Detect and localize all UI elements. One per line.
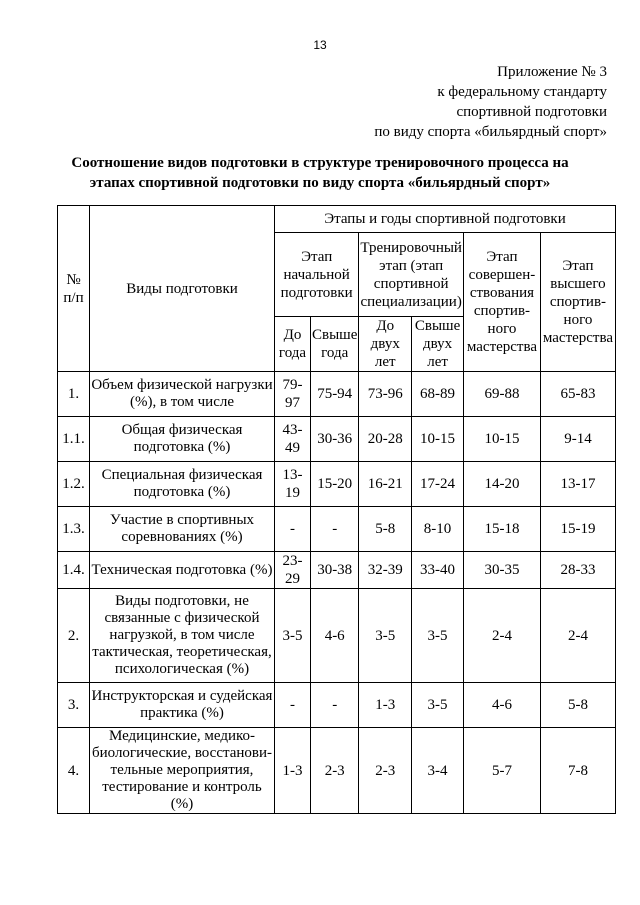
header-initial-stage: Этап начальной подготовки: [275, 233, 359, 317]
value-cell: 2-4: [463, 589, 540, 683]
value-cell: 16-21: [359, 462, 412, 507]
value-cell: 8-10: [412, 507, 464, 552]
value-cell: 3-5: [412, 683, 464, 728]
value-cell: 30-36: [311, 417, 359, 462]
row-num: 2.: [58, 589, 90, 683]
value-cell: 1-3: [359, 683, 412, 728]
row-num: 1.2.: [58, 462, 90, 507]
value-cell: 2-3: [311, 728, 359, 814]
value-cell: 5-7: [463, 728, 540, 814]
value-cell: 65-83: [540, 372, 615, 417]
row-name: Инструкторская и судейская практика (%): [90, 683, 275, 728]
value-cell: 68-89: [412, 372, 464, 417]
document-title: [60, 153, 580, 193]
header-initial-year-1: До года: [275, 317, 311, 372]
preparation-ratio-table: [57, 205, 616, 814]
row-name: Участие в спортивных соревнованиях (%): [90, 507, 275, 552]
appendix-line-2: к федеральному стандарту: [437, 84, 607, 100]
value-cell: -: [311, 507, 359, 552]
value-cell: 73-96: [359, 372, 412, 417]
value-cell: 4-6: [463, 683, 540, 728]
header-type: Виды подготовки: [90, 206, 275, 372]
header-excellence-stage: Этап высшего спортив-ного мастерства: [540, 233, 615, 372]
header-num: № п/п: [58, 206, 90, 372]
value-cell: 43-49: [275, 417, 311, 462]
value-cell: -: [311, 683, 359, 728]
header-initial-year-2: Свыше года: [311, 317, 359, 372]
value-cell: 10-15: [463, 417, 540, 462]
value-cell: 13-17: [540, 462, 615, 507]
value-cell: -: [275, 507, 311, 552]
value-cell: 30-38: [311, 552, 359, 589]
row-num: 1.: [58, 372, 90, 417]
value-cell: 1-3: [275, 728, 311, 814]
value-cell: 5-8: [540, 683, 615, 728]
value-cell: 4-6: [311, 589, 359, 683]
value-cell: 14-20: [463, 462, 540, 507]
value-cell: 15-20: [311, 462, 359, 507]
value-cell: -: [275, 683, 311, 728]
table-row: [58, 552, 616, 589]
header-stages: Этапы и годы спортивной подготовки: [275, 206, 616, 233]
table-body: [58, 372, 616, 814]
value-cell: 69-88: [463, 372, 540, 417]
table-row: [58, 417, 616, 462]
row-num: 1.1.: [58, 417, 90, 462]
value-cell: 3-5: [359, 589, 412, 683]
value-cell: 3-5: [412, 589, 464, 683]
value-cell: 17-24: [412, 462, 464, 507]
value-cell: 23-29: [275, 552, 311, 589]
page-number: 13: [313, 38, 327, 52]
row-num: 4.: [58, 728, 90, 814]
value-cell: 15-19: [540, 507, 615, 552]
value-cell: 3-4: [412, 728, 464, 814]
appendix-line-3: спортивной подготовки: [456, 104, 607, 120]
value-cell: 28-33: [540, 552, 615, 589]
title-line-2: этапах спортивной подготовки по виду спорта «бильярдный спорт»: [89, 175, 551, 191]
value-cell: 32-39: [359, 552, 412, 589]
value-cell: 10-15: [412, 417, 464, 462]
appendix-header: [374, 62, 607, 142]
value-cell: 9-14: [540, 417, 615, 462]
row-name: Общая физическая подготовка (%): [90, 417, 275, 462]
appendix-line-4: по виду спорта «бильярдный спорт»: [374, 124, 607, 140]
table-row: [58, 372, 616, 417]
value-cell: 20-28: [359, 417, 412, 462]
title-line-1: Соотношение видов подготовки в структуре тренировочного процесса на: [71, 155, 569, 171]
table-row: [58, 589, 616, 683]
row-num: 1.4.: [58, 552, 90, 589]
value-cell: 15-18: [463, 507, 540, 552]
header-training-year-1: До двух лет: [359, 317, 412, 372]
value-cell: 2-4: [540, 589, 615, 683]
value-cell: 75-94: [311, 372, 359, 417]
appendix-line-1: Приложение № 3: [497, 64, 607, 80]
row-name: Техническая подготовка (%): [90, 552, 275, 589]
header-improvement-stage: Этап совершен-ствования спортив-ного мастерства: [463, 233, 540, 372]
value-cell: 33-40: [412, 552, 464, 589]
table-row: [58, 683, 616, 728]
row-name: Специальная физическая подготовка (%): [90, 462, 275, 507]
value-cell: 7-8: [540, 728, 615, 814]
row-num: 1.3.: [58, 507, 90, 552]
row-name: Медицинские, медико-биологические, восстанови-тельные мероприятия, тестирование и контроль (%): [90, 728, 275, 814]
table-row: [58, 507, 616, 552]
header-training-year-2: Свыше двух лет: [412, 317, 464, 372]
table-row: [58, 462, 616, 507]
value-cell: 2-3: [359, 728, 412, 814]
row-num: 3.: [58, 683, 90, 728]
value-cell: 13-19: [275, 462, 311, 507]
value-cell: 5-8: [359, 507, 412, 552]
value-cell: 79-97: [275, 372, 311, 417]
value-cell: 3-5: [275, 589, 311, 683]
header-training-stage: Тренировочный этап (этап спортивной специализации): [359, 233, 464, 317]
value-cell: 30-35: [463, 552, 540, 589]
row-name: Объем физической нагрузки (%), в том числе: [90, 372, 275, 417]
table-row: [58, 728, 616, 814]
row-name: Виды подготовки, не связанные с физической нагрузкой, в том числе тактическая, теоретическая, психологическая (%): [90, 589, 275, 683]
